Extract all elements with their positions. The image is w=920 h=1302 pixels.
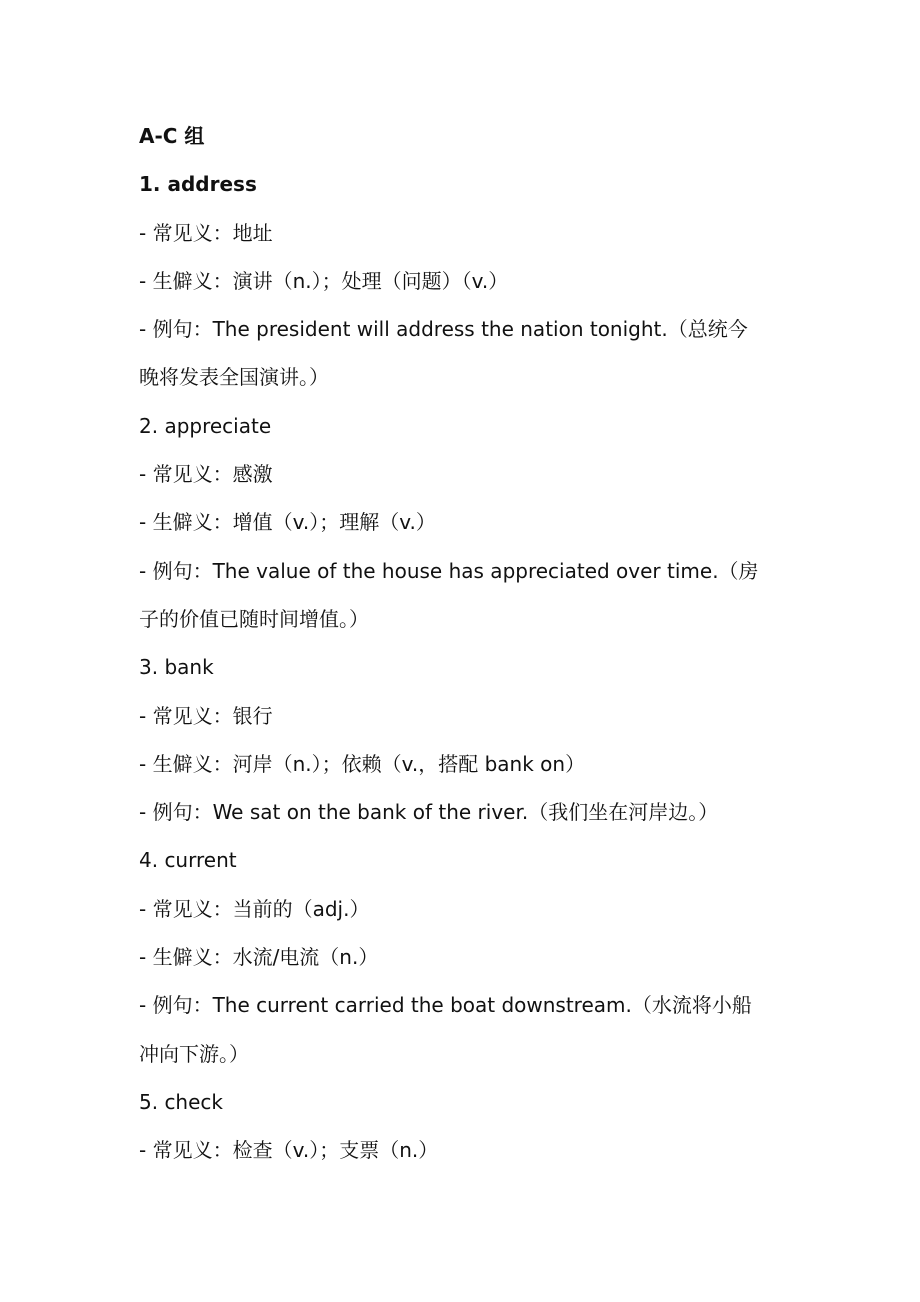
entry-rare-meaning: - 生僻义：河岸（n.）；依赖（v.，搭配 bank on） [139,751,586,776]
entry-example-continued: 子的价值已随时间增值。） [139,606,369,631]
entry-example: - 例句：The current carried the boat downstream.（水流将小船 [139,993,752,1018]
entry-common-meaning: - 常见义：地址 [139,220,273,245]
entry-common-meaning: - 常见义：当前的（adj.） [139,896,370,921]
entry-example: - 例句：We sat on the bank of the river.（我们坐在河岸边。） [139,800,719,825]
entry-example: - 例句：The president will address the nation tonight.（总统今 [139,317,748,342]
entry-heading: 4. current [139,848,237,873]
entry-rare-meaning: - 生僻义：水流/电流（n.） [139,945,379,970]
entry-common-meaning: - 常见义：银行 [139,703,273,728]
entry-rare-meaning: - 生僻义：增值（v.）；理解（v.） [139,510,436,535]
entry-common-meaning: - 常见义：检查（v.）；支票（n.） [139,1138,439,1163]
entry-example-continued: 晚将发表全国演讲。） [139,365,329,390]
entry-example-continued: 冲向下游。） [139,1041,249,1066]
group-title: A-C 组 [139,124,205,148]
entry-rare-meaning: - 生僻义：演讲（n.）；处理（问题）（v.） [139,268,509,293]
vocabulary-list [139,112,789,1175]
entry-example: - 例句：The value of the house has appreciated over time.（房 [139,558,759,583]
entry-heading: 1. address [139,172,257,197]
entry-heading: 2. appreciate [139,413,272,438]
entry-heading: 3. bank [139,655,214,680]
entry-heading: 5. check [139,1089,223,1114]
entry-common-meaning: - 常见义：感激 [139,462,273,487]
